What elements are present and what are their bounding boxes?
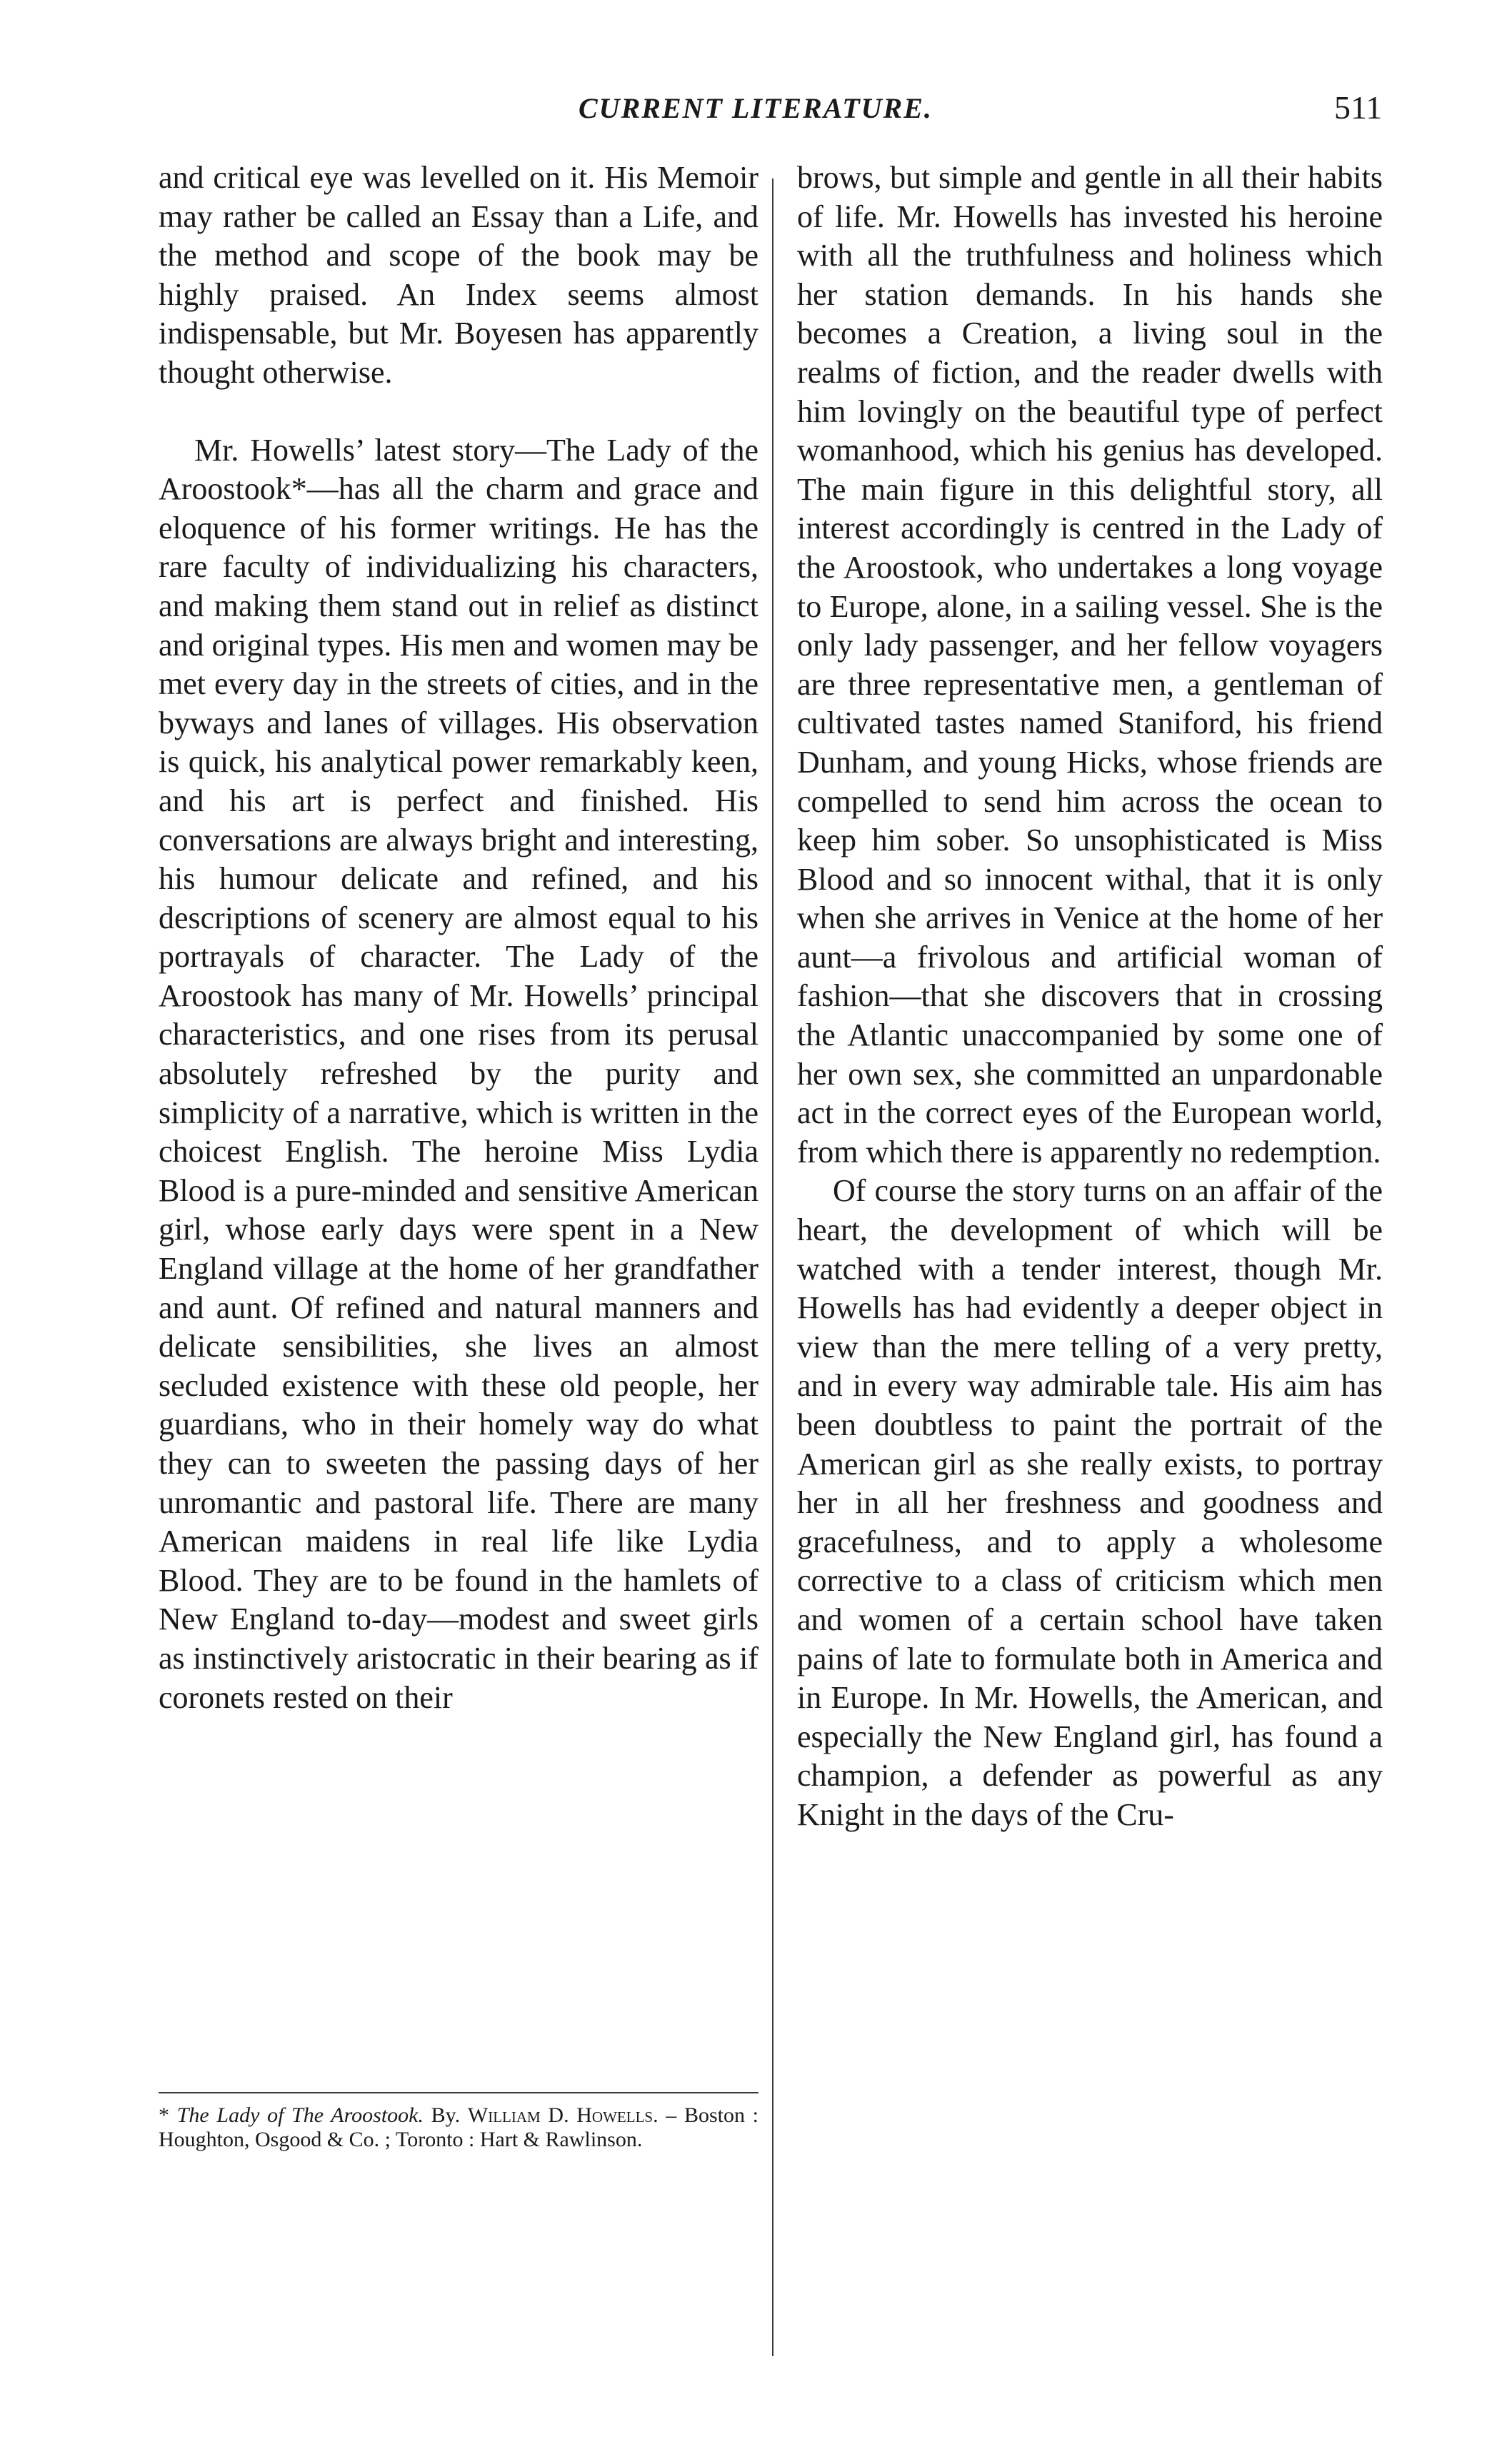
- paragraph-boyesen-review-end: and critical eye was levelled on it. His Memoir may rather be called an Essay than a Life, and the method and scope of the book may be highly praised. An Index seems almost indispensable, but Mr. Boyesen has apparently thought otherwise.: [159, 160, 758, 390]
- footnote-by: By.: [423, 2103, 468, 2127]
- footnote-rule: [159, 2092, 758, 2093]
- running-title: CURRENT LITERATURE.: [579, 92, 933, 124]
- footnote-marker: *: [159, 2103, 177, 2127]
- paragraph-howells-continued: brows, but simple and gentle in all their habits of life. Mr. Howells has invested his heroine with all the truthfulness and holiness which her station demands. In his hands she becomes a Creation, a living soul in the realms of fiction, and the reader dwells with him lovingly on the beautiful type of perfect womanhood, which his genius has developed. The main figure in this delightful story, all interest accordingly is centred in the Lady of the Aroostook, who undertakes a long voyage to Europe, alone, in a sailing vessel. She is the only lady passenger, and her fellow voyagers are three representative men, a gentleman of cultivated tastes named Staniford, his friend Dunham, and young Hicks, whose friends are compelled to send him across the ocean to keep him sober. So unsophisticated is Miss Blood and so innocent withal, that it is only when she arrives in Venice at the home of her aunt—a frivolous and artificial woman of fashion—that she discovers that in crossing the Atlantic unaccompanied by some one of her own sex, she committed an unpardonable act in the correct eyes of the European world, from which there is apparently no redemption.: [797, 160, 1383, 1170]
- left-column: [159, 159, 758, 1717]
- footnote-title: The Lady of The Aroostook.: [176, 2103, 424, 2127]
- footnote-publisher: – Boston : Houghton, Osgood & Co. ; Toronto : Hart & Rawlinson.: [159, 2103, 759, 2151]
- page-number: 511: [1334, 89, 1383, 126]
- column-divider: [772, 178, 773, 2356]
- paragraph-howells-review: Mr. Howells’ latest story—The Lady of the Aroostook*—has all the charm and grace and eloquence of his former writings. He has the rare faculty of individualizing his characters, and making them stand out in relief as distinct and original types. His men and women may be met every day in the streets of cities, and in the byways and lanes of villages. His observation is quick, his analytical power remarkably keen, and his art is perfect and finished. His conversations are always bright and interesting, his humour delicate and refined, and his descriptions of scenery are almost equal to his portrayals of character. The Lady of the Aroostook has many of Mr. Howells’ principal characteristics, and one rises from its perusal absolutely refreshed by the purity and simplicity of a narrative, which is written in the choicest English. The heroine Miss Lydia Blood is a pure-minded and sensitive American girl, whose early days were spent in a New England village at the home of her grandfather and aunt. Of refined and natural manners and delicate sensibilities, she lives an almost secluded existence with these old people, her guardians, who in their homely way do what they can to sweeten the passing days of her unromantic and pastoral life. There are many American maidens in real life like Lydia Blood. They are to be found in the hamlets of New England to-day—modest and sweet girls as instinctively aristocratic in their bearing as if coronets rested on their: [159, 432, 758, 1715]
- footnote: [159, 2103, 758, 2152]
- paragraph-story-summary: Of course the story turns on an affair of the heart, the development of which will be watched with a tender interest, though Mr. Howells has had evidently a deeper object in view than the mere telling of a very pretty, and in every way admirable tale. His aim has been doubtless to paint the portrait of the American girl as she really exists, to portray her in all her freshness and goodness and gracefulness, and to apply a wholesome corrective to a class of criticism which men and women of a certain school have taken pains of late to formulate both in America and in Europe. In Mr. Howells, the American, and especially the New England girl, has found a champion, a defender as powerful as any Knight in the days of the Cru-: [797, 1173, 1383, 1832]
- footnote-author: William D. Howells.: [467, 2103, 659, 2127]
- right-column: [797, 159, 1383, 1835]
